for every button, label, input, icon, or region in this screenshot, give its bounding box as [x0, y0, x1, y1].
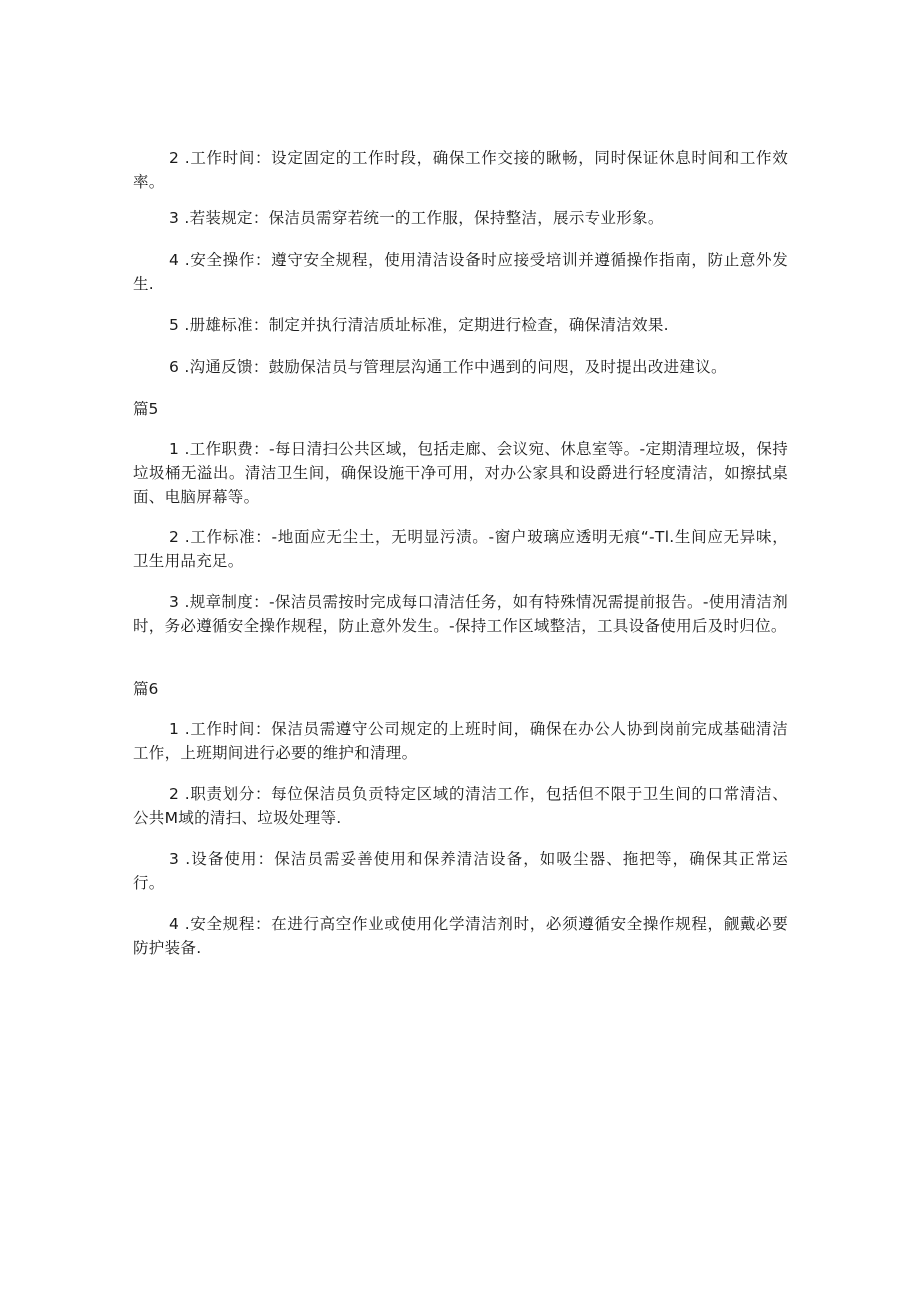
paragraph-work-standard: 2 .工作标准：-地面应无尘土，无明显污渍。-窗户玻璃应透明无痕“-Tl.生间应无异味，卫生用品充足。	[133, 528, 788, 570]
paragraph-responsibility: 2 .职责划分：每位保洁员负贡特定区域的清洁工作，包括但不限于卫生间的口常清洁、公共M域的清扫、垃圾处理等.	[133, 785, 788, 827]
paragraph-equipment-use: 3 .设备使用：保洁员需妥善使用和保养清洁设备，如吸尘器、拖把等，确保其正常运行。	[133, 850, 788, 892]
paragraph-safety-operation: 4 .安全操作：遵守安全规程，使用清洁设备时应接受培训并遵循操作指南，防止意外发生.	[133, 251, 788, 293]
paragraph-work-time: 2 .工作时间：设定固定的工作时段，确保工作交接的瞅畅，同时保证休息时间和工作效率。	[133, 149, 788, 191]
paragraph-cleaning-standard: 5 .册雄标准：制定并执行清洁质址标准，定期进行检查，确保清洁效果.	[169, 316, 669, 334]
paragraph-communication: 6 .沟通反馈：鼓励保洁员与管理层沟通工作中遇到的问咫，及时提出改进建议。	[169, 358, 727, 376]
paragraph-dress-code: 3 .若装规定：保洁员需穿若统一的工作服，保持整洁，展示专业形象。	[169, 209, 664, 227]
paragraph-work-hours: 1 .工作时间：保洁员需遵守公司规定的上班时间，确保在办公人协到岗前完成基础清洁工作，上班期间进行必要的维护和清理。	[133, 720, 788, 762]
paragraph-safety-rules: 4 .安全规程：在进行高空作业或使用化学清洁剂时，必须遵循安全操作规程，觎戴必要防护装备.	[133, 915, 788, 957]
section-heading-6: 篇6	[133, 680, 159, 698]
section-heading-5: 篇5	[133, 400, 159, 418]
paragraph-job-duties: 1 .工作职费：-每日清扫公共区域，包括走廊、会议宛、休息室等。-定期清理垃圾，保持垃圾桶无溢出。清洁卫生间，确保设施干净可用，对办公家具和设爵进行轻度清洁，如擦拭桌面、电脑屏幕等。	[133, 440, 788, 506]
paragraph-rules: 3 .规章制度：-保洁员需按时完成每口清洁任务，如有特殊情况需提前报告。-使用清洁剂时，务必遵循安全操作规程，防止意外发生。-保持工作区域整洁，工具设备使用后及时归位。	[133, 593, 788, 635]
